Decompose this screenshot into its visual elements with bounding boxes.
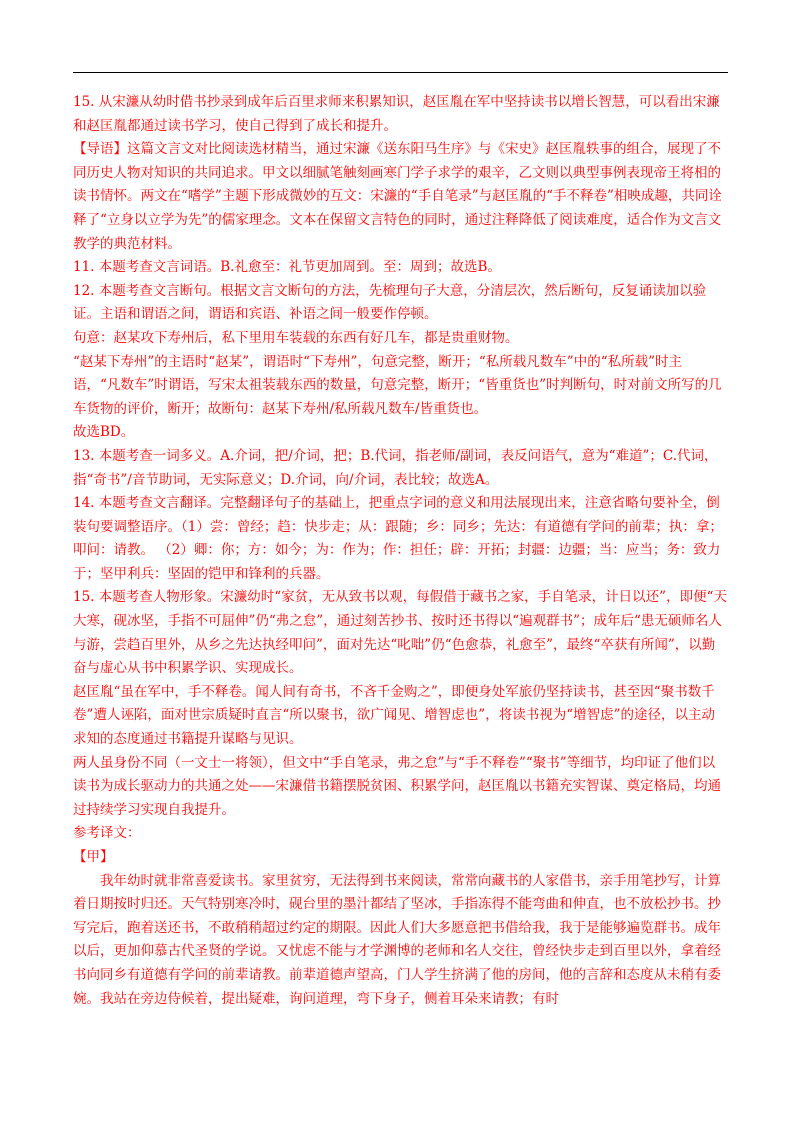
paragraph-translation-jia-label: 【甲】 [73, 849, 114, 865]
paragraph-answer-11: 11. 本题考查文言词语。B.礼愈至：礼节更加周到。至：周到；故选B。 [73, 259, 501, 276]
paragraph-answer-12-choice: 故选BD。 [73, 424, 135, 441]
paragraph-answer-12-analysis: “赵某下寿州”的主语时“赵某”，谓语时“下寿州”，句意完整，断开；“私所载凡数车”中的“私所载”时主语，“凡数车”时谓语，写宋太祖装载东西的数量，句意完整，断开；“皆重货也”时判断句，时对前文所写的几车货物的评价，断开；故断句：赵某下寿州/私所载凡数车/皆重货也。 [73, 353, 722, 417]
paragraph-answer-12-meaning: 句意：赵某攻下寿州后，私下里用车装载的东西有好几车，都是贵重财物。 [73, 329, 519, 346]
paragraph-answer-13: 13. 本题考查一词多义。A.介词，把/介词，把；B.代词，指老师/副词，表反问语气，意为“难道”；C.代词，指“奇书”/音节助词，无实际意义；D.介词，向/介词，表比较；故选A。 [73, 447, 718, 488]
paragraph-translation-jia: 我年幼时就非常喜爱读书。家里贫穷，无法得到书来阅读，常常向藏书的人家借书，亲手用笔抄写，计算着日期按时归还。天气特别寒冷时，砚台里的墨汁都结了坚冰，手指冻得不能弯曲和伸直，也不放松抄书。抄写完后，跑着送还书，不敢稍稍超过约定的期限。因此人们大多愿意把书借给我，我于是能够遍览群书。成年以后，更加仰慕古代圣贤的学说。又忧虑不能与才学渊博的老师和名人交往，曾经快步走到百里以外，拿着经书向同乡有道德有学问的前辈请教。前辈道德声望高，门人学生挤满了他的房间，他的言辞和态度从未稍有委婉。我站在旁边侍候着，提出疑难，询问道理，弯下身子，侧着耳朵来请教；有时 [73, 872, 721, 1007]
paragraph-answer-15-songlian: 15. 本题考查人物形象。宋濂幼时“家贫，无从致书以观，每假借于藏书之家，手自笔录，计日以还”，即便“天大寒，砚冰坚，手指不可屈伸”仍“弗之怠”，通过刻苦抄书、按时还书得以“遍观群书”；成年后“患无硕师名人与游，尝趋百里外，从乡之先达执经叩问”，面对先达“叱咄”仍“色愈恭，礼愈至”，最终“卒获有所闻”，以勤奋与虚心从书中积累学识、实现成长。 [73, 589, 727, 677]
paragraph-answer-15-compare: 两人虽身份不同（一文士一将领），但文中“手自笔录，弗之怠”与“手不释卷”“聚书”等细节，均印证了他们以读书为成长驱动力的共通之处——宋濂借书籍摆脱贫困、积累学问，赵匡胤以书籍充实智谋、奠定格局，均通过持续学习实现自我提升。 [73, 754, 721, 818]
paragraph-answer-15-summary: 15. 从宋濂从幼时借书抄录到成年后百里求师来积累知识，赵匡胤在军中坚持读书以增长智慧，可以看出宋濂和赵匡胤都通过读书学习，使自己得到了成长和提升。 [73, 94, 720, 134]
paragraph-answer-15-zhao: 赵匡胤“虽在军中，手不释卷。闻人间有奇书，不吝千金购之”，即便身处军旅仍坚持读书，甚至因“聚书数千卷”遭人诬陷，面对世宗质疑时直言“所以聚书，欲广闻见、增智虑也”，将读书视为“增智虑”的途径，以主动求知的态度通过书籍提升谋略与见识。 [73, 683, 716, 748]
paragraph-answer-14: 14. 本题考查文言翻译。完整翻译句子的基础上，把重点字词的意义和用法展现出来，注意省略句要补全，倒装句要调整语序。（1）尝：曾经；趋：快步走；从：跟随；乡：同乡；先达：有道德有学问的前辈；执：拿；叩问：请教。 （2）卿：你；方：如今；为：作为；作：担任；辟：开拓；封疆：边疆；当：应当；务：致力于；坚甲利兵：坚固的铠甲和锋利的兵器。 [73, 495, 723, 582]
paragraph-answer-12: 12. 本题考查文言断句。根据文言文断句的方法，先梳理句子大意，分清层次，然后断句，反复诵读加以验证。主语和谓语之间，谓语和宾语、补语之间一般要作停顿。 [73, 282, 707, 323]
paragraph-translation-heading: 参考译文： [73, 825, 141, 842]
header-rule [73, 72, 728, 73]
paragraph-guide: 【导语】这篇文言文对比阅读选材精当，通过宋濂《送东阳马生序》与《宋史》赵匡胤轶事的组合，展现了不同历史人物对知识的共同追求。甲文以细腻笔触刻画寒门学子求学的艰辛，乙文则以典型事例表现帝王将相的读书情怀。两文在“嗜学”主题下形成微妙的互文：宋濂的“手自笔录”与赵匡胤的“手不释卷”相映成趣，共同诠释了“立身以立学为先”的儒家理念。文本在保留文言特色的同时，通过注释降低了阅读难度，适合作为文言文教学的典范材料。 [73, 141, 722, 252]
document-body [73, 91, 728, 1011]
